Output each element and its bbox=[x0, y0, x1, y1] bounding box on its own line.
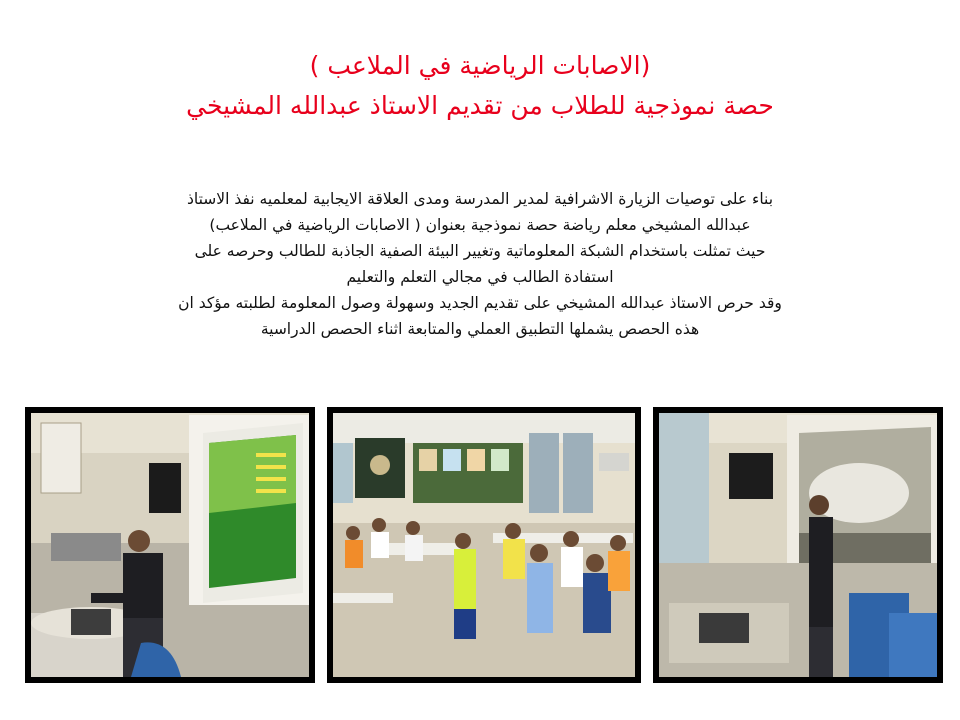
classroom-photo-1 bbox=[31, 413, 309, 677]
body-line: حيث تمثلت باستخدام الشبكة المعلوماتية وتغيير البيئة الصفية الجاذبة للطالب وحرصه على bbox=[194, 242, 766, 260]
body-line: هذه الحصص يشملها التطبيق العملي والمتابعة اثناء الحصص الدراسية bbox=[260, 320, 700, 338]
body-line: استفادة الطالب في مجالي التعلم والتعليم bbox=[346, 268, 614, 286]
page-subtitle: حصة نموذجية للطلاب من تقديم الاستاذ عبدالله المشيخي bbox=[186, 91, 774, 120]
page-title: (الاصابات الرياضية في الملاعب ) bbox=[309, 51, 651, 80]
classroom-photo-3 bbox=[659, 413, 937, 677]
body-line: بناء على توصيات الزيارة الاشرافية لمدير المدرسة ومدى العلاقة الايجابية لمعلميه نفذ الاستاذ bbox=[186, 190, 774, 208]
body-paragraph bbox=[60, 186, 900, 342]
photo-teacher-laptop bbox=[25, 407, 315, 683]
classroom-photo-2 bbox=[333, 413, 635, 677]
photo-teacher-projection bbox=[653, 407, 943, 683]
body-line: عبدالله المشيخي معلم رياضة حصة نموذجية بعنوان ( الاصابات الرياضية في الملاعب) bbox=[209, 216, 751, 234]
photo-students-classroom bbox=[327, 407, 641, 683]
body-line: وقد حرص الاستاذ عبدالله المشيخي على تقديم الجديد وسهولة وصول المعلومة لطلبته مؤكد ان bbox=[178, 294, 782, 312]
